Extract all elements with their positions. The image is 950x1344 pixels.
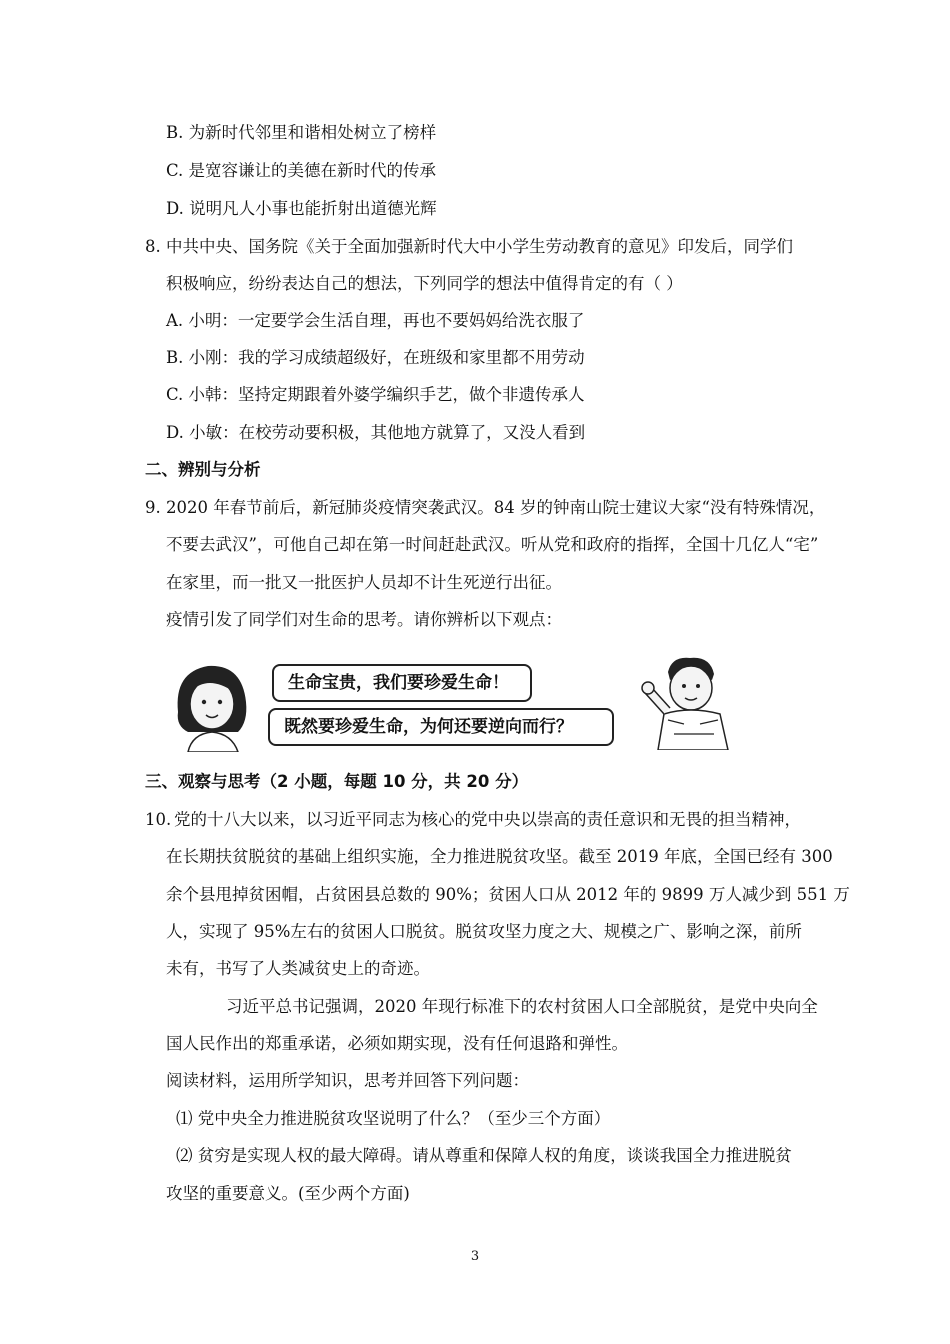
q9-line1: 2020 年春节前后，新冠肺炎疫情突袭武汉。84 岁的钟南山院士建议大家“没有特殊情况， xyxy=(166,498,826,517)
q8-stem-line2: 积极响应，纷纷表达自己的想法，下列同学的想法中值得肯定的有（ ） xyxy=(166,274,683,293)
q10-p2-line1: 习近平总书记强调，2020 年现行标准下的农村贫困人口全部脱贫，是党中央向全 xyxy=(226,997,818,1016)
q7-option-b: B. 为新时代邻里和谐相处树立了榜样 xyxy=(166,123,437,142)
q10-p1-line4: 人，实现了 95%左右的贫困人口脱贫。脱贫攻坚力度之大、规模之广、影响之深，前所 xyxy=(166,922,802,941)
q7-option-c: C. 是宽容谦让的美德在新时代的传承 xyxy=(166,161,437,180)
q7-option-d: D. 说明凡人小事也能折射出道德光辉 xyxy=(166,199,437,218)
speech-bubble-2 xyxy=(268,708,614,746)
speech-bubble-2-text: 既然要珍爱生命，为何还要逆向而行？ xyxy=(284,717,573,737)
dialogue-illustration xyxy=(160,650,760,752)
q9-line4: 疫情引发了同学们对生命的思考。请你辨析以下观点： xyxy=(166,610,562,629)
q8-option-b: B. 小刚：我的学习成绩超级好，在班级和家里都不用劳动 xyxy=(166,348,585,367)
girl-illustration xyxy=(168,652,258,752)
q10-p1-line5: 未有，书写了人类减贫史上的奇迹。 xyxy=(166,959,430,978)
q8-option-a: A. 小明：一定要学会生活自理，再也不要妈妈给洗衣服了 xyxy=(166,311,585,330)
q10-sub2-line1: ⑵ 贫穷是实现人权的最大障碍。请从尊重和保障人权的角度，谈谈我国全力推进脱贫 xyxy=(176,1146,792,1165)
q8-option-d: D. 小敏：在校劳动要积极，其他地方就算了，又没人看到 xyxy=(166,423,586,442)
q9-line2: 不要去武汉”，可他自己却在第一时间赶赴武汉。听从党和政府的指挥，全国十几亿人“宅” xyxy=(166,535,819,554)
q10-p2-line2: 国人民作出的郑重承诺，必须如期实现，没有任何退路和弹性。 xyxy=(166,1034,628,1053)
q10-sub1: ⑴ 党中央全力推进脱贫攻坚说明了什么？（至少三个方面） xyxy=(176,1109,611,1128)
q10-p1-line2: 在长期扶贫脱贫的基础上组织实施，全力推进脱贫攻坚。截至 2019 年底，全国已经有 300 xyxy=(166,847,833,866)
q8-stem-line1: 中共中央、国务院《关于全面加强新时代大中小学生劳动教育的意见》印发后，同学们 xyxy=(166,237,793,256)
speech-bubble-1-text: 生命宝贵，我们要珍爱生命！ xyxy=(288,673,509,693)
q10-sub2-line2: 攻坚的重要意义。(至少两个方面) xyxy=(166,1184,410,1203)
page-number: 3 xyxy=(470,1249,480,1264)
q10-p1-line3: 余个县甩掉贫困帽，占贫困县总数的 90%；贫困人口从 2012 年的 9899 万人减少到 551 万 xyxy=(166,885,850,904)
q10-p1-line1: 党的十八大以来，以习近平同志为核心的党中央以崇高的责任意识和无畏的担当精神， xyxy=(174,810,801,829)
speech-bubble-1 xyxy=(272,664,532,702)
q10-number: 10. xyxy=(145,810,172,829)
q8-option-c: C. 小韩：坚持定期跟着外婆学编织手艺，做个非遗传承人 xyxy=(166,385,585,404)
q10-prompt: 阅读材料，运用所学知识，思考并回答下列问题： xyxy=(166,1071,529,1090)
q9-line3: 在家里，而一批又一批医护人员却不计生死逆行出征。 xyxy=(166,573,562,592)
section2-title: 二、辨别与分析 xyxy=(145,460,261,479)
boy-illustration xyxy=(628,650,758,750)
section3-title: 三、观察与思考（2 小题，每题 10 分，共 20 分） xyxy=(145,772,529,791)
q9-number: 9. xyxy=(145,498,161,517)
q8-number: 8. xyxy=(145,237,161,256)
